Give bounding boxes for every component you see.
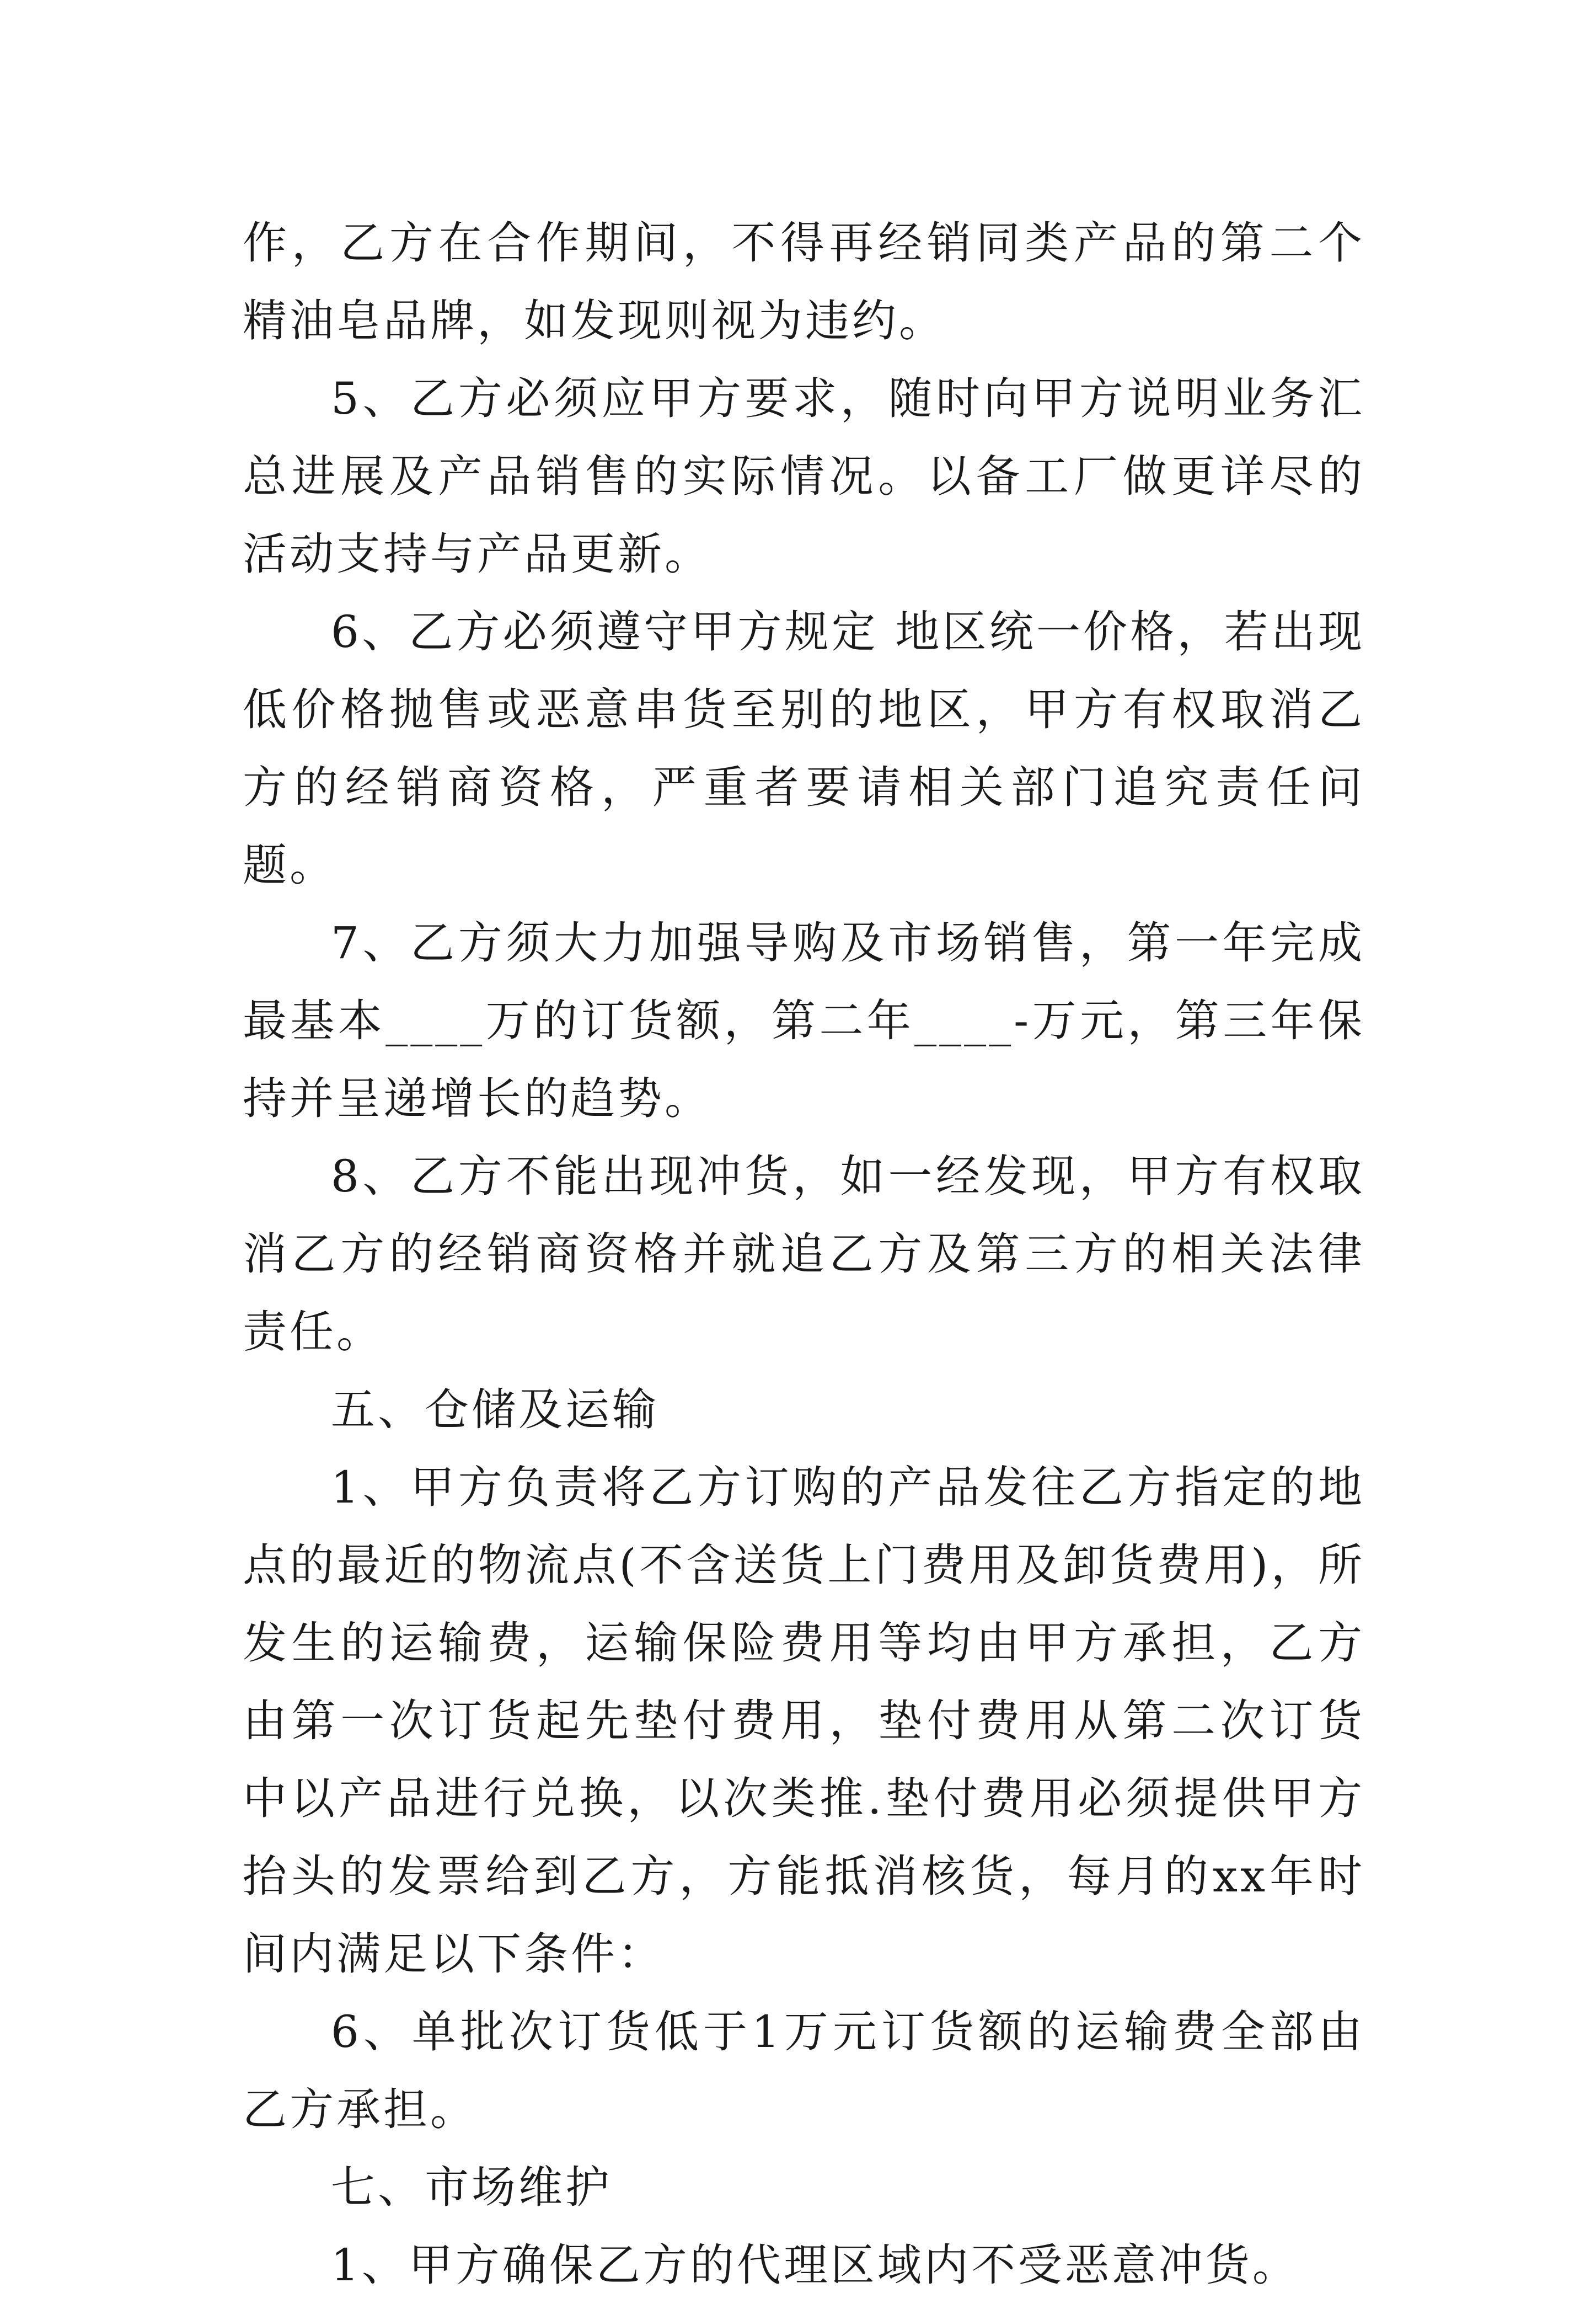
paragraph-clause-7: 7、乙方须大力加强导购及市场销售，第一年完成最基本____万的订货额，第二年____-万元，第三年保持并呈递增长的趋势。 [243,917,1365,1124]
paragraph-transport-clause-1: 1、甲方负责将乙方订购的产品发往乙方指定的地点的最近的物流点(不含送货上门费用及卸货费用)，所发生的运输费，运输保险费用等均由甲方承担，乙方由第一次订货起先垫付费用，垫付费用从第二次订货中以产品进行兑换，以次类推.垫付费用必须提供甲方抬头的发票给到乙方，方能抵消核货，每月的xx年时间内满足以下条件： [243,1462,1365,1980]
paragraph-market-clause-1: 1、甲方确保乙方的代理区域内不受恶意冲货。 [331,2239,1299,2291]
document-body [243,204,1365,2304]
paragraph-transport-clause-6: 6、单批次订货低于1万元订货额的运输费全部由乙方承担。 [243,2006,1365,2135]
paragraph-clause-6: 6、乙方必须遵守甲方规定 地区统一价格，若出现低价格抛售或恶意串货至别的地区，甲方有权取消乙方的经销商资格，严重者要请相关部门追究责任问题。 [243,606,1365,891]
section-heading-market-maintenance: 七、市场维护 [331,2162,612,2213]
paragraph-clause-8: 8、乙方不能出现冲货，如一经发现，甲方有权取消乙方的经销商资格并就追乙方及第三方的相关法律责任。 [243,1151,1365,1357]
paragraph-continuation: 作，乙方在合作期间，不得再经销同类产品的第二个精油皂品牌，如发现则视为违约。 [243,217,1365,346]
paragraph-clause-5: 5、乙方必须应甲方要求，随时向甲方说明业务汇总进展及产品销售的实际情况。以备工厂做更详尽的活动支持与产品更新。 [243,373,1365,580]
section-heading-storage-transport: 五、仓储及运输 [331,1384,659,1435]
